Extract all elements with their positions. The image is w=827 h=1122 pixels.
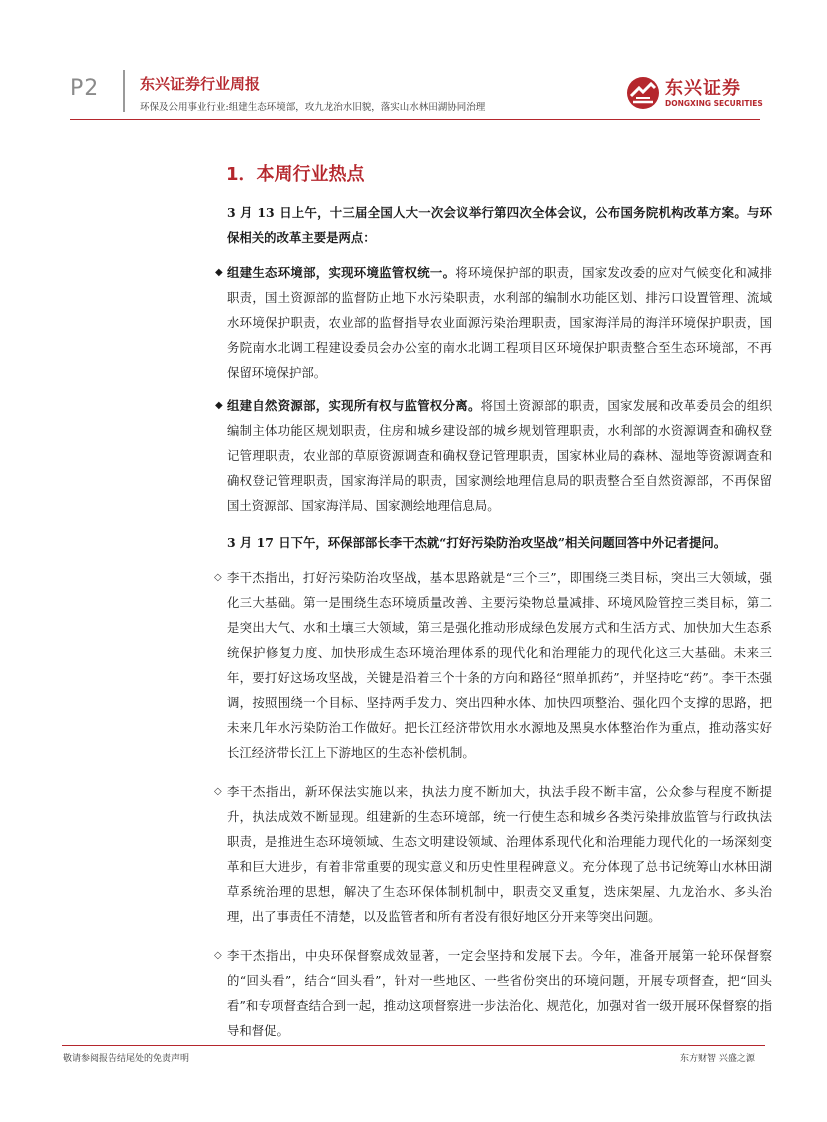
lead-paragraph-1: 3 月 13 日上午，十三届全国人大一次会议举行第四次全体会议，公布国务院机构改革方案。与环保相关的改革主要是两点：: [227, 205, 772, 245]
bullet-item-5: [214, 943, 772, 1043]
bullet-diamond-icon: ◆: [215, 400, 223, 411]
bullet-item-2: [215, 393, 773, 518]
header-divider: [123, 70, 125, 112]
footer-rule: [62, 1045, 765, 1046]
bullet-hollow-diamond-icon: ◇: [214, 950, 222, 961]
bullet-heading: 组建自然资源部，实现所有权与监管权分离。: [227, 398, 481, 413]
page-number: P2: [70, 76, 100, 101]
bullet-item-3: [214, 565, 772, 765]
bullet-text: 李干杰指出，中央环保督察成效显著，一定会坚持和发展下去。今年，准备开展第一轮环保督察的“回头看”，结合“回头看”，针对一些地区、一些省份突出的环境问题，开展专项督查，把“回头看”和专项督查结合到一起，推动这项督察进一步法治化、规范化，加强对省一级开展环保督察的指导和督促。: [227, 948, 772, 1038]
bullet-heading: 组建生态环境部，实现环境监管权统一。: [227, 265, 456, 280]
bullet-item-4: [214, 779, 772, 929]
bullet-text: 李干杰指出，新环保法实施以来，执法力度不断加大，执法手段不断丰富，公众参与程度不断提升，执法成效不断显现。组建新的生态环境部，统一行使生态和城乡各类污染排放监管与行政执法职责，是推进生态环境领域、生态文明建设领域、治理体系现代化和治理能力现代化的一场深刻变革和巨大进步，有着非常重要的现实意义和历史性里程碑意义。充分体现了总书记统筹山水林田湖草系统治理的思想，解决了生态环保体制机制中，职责交叉重复，迭床架屋、九龙治水、多头治理，出了事责任不清楚，以及监管者和所有者没有很好地区分开来等突出问题。: [227, 784, 772, 924]
bullet-hollow-diamond-icon: ◇: [214, 572, 222, 583]
lead-paragraph-2: 3 月 17 日下午，环保部部长李干杰就“打好污染防治攻坚战”相关问题回答中外记者提问。: [227, 535, 727, 550]
bullet-text: 将国土资源部的职责，国家发展和改革委员会的组织编制主体功能区规划职责，住房和城乡建设部的城乡规划管理职责，水利部的水资源调查和确权登记管理职责，农业部的草原资源调查和确权登记管理职责，国家林业局的森林、湿地等资源调查和确权登记管理职责，国家海洋局的职责，国家测绘地理信息局的职责整合至自然资源部，不再保留国土资源部、国家海洋局、国家测绘地理信息局。: [227, 398, 773, 513]
logo-text-en: DONGXING SECURITIES: [665, 99, 763, 108]
bullet-diamond-icon: ◆: [215, 267, 223, 278]
bullet-text: 李干杰指出，打好污染防治攻坚战，基本思路就是“三个三”，即围绕三类目标，突出三大领域，强化三大基础。第一是围绕生态环境质量改善、主要污染物总量减排、环境风险管控三类目标，第二是突出大气、水和土壤三大领域，第三是强化推动形成绿色发展方式和生活方式、加快加大生态系统保护修复力度、加快形成生态环境治理体系的现代化和治理能力的现代化这三大基础。未来三年，要打好这场攻坚战，关键是沿着三个十条的方向和路径“照单抓药”，并坚持吃“药”。李干杰强调，按照围绕一个目标、坚持两手发力、突出四种水体、加快四项整治、强化四个支撑的思路，把未来几年水污染防治工作做好。把长江经济带饮用水水源地及黑臭水体整治作为重点，推动落实好长江经济带长江上下游地区的生态补偿机制。: [227, 570, 772, 760]
bullet-item-1: [215, 260, 773, 385]
company-logo: [625, 74, 765, 114]
bullet-hollow-diamond-icon: ◇: [214, 786, 222, 797]
bullet-text: 将环境保护部的职责，国家发改委的应对气候变化和减排职责，国土资源部的监督防止地下水污染职责，水利部的编制水功能区划、排污口设置管理、流域水环境保护职责，农业部的监督指导农业面源污染治理职责，国家海洋局的海洋环境保护职责，国务院南水北调工程建设委员会办公室的南水北调工程项目区环境保护职责整合至生态环境部，不再保留环境保护部。: [227, 265, 773, 380]
report-title: 东兴证券行业周报: [140, 75, 261, 93]
footer-disclaimer: 敬请参阅报告结尾处的免责声明: [63, 1054, 190, 1064]
footer-slogan: 东方财智 兴盛之源: [680, 1054, 755, 1064]
report-subtitle: 环保及公用事业行业:组建生态环境部，攻九龙治水旧貌，落实山水林田湖协同治理: [140, 102, 486, 113]
section-title: 1．本周行业热点: [226, 164, 365, 185]
main-content: [214, 200, 773, 1043]
page-header: [0, 0, 827, 122]
logo-mark-icon: [625, 76, 661, 110]
header-rule: [70, 119, 760, 120]
logo-text-cn: 东兴证券: [665, 78, 741, 99]
